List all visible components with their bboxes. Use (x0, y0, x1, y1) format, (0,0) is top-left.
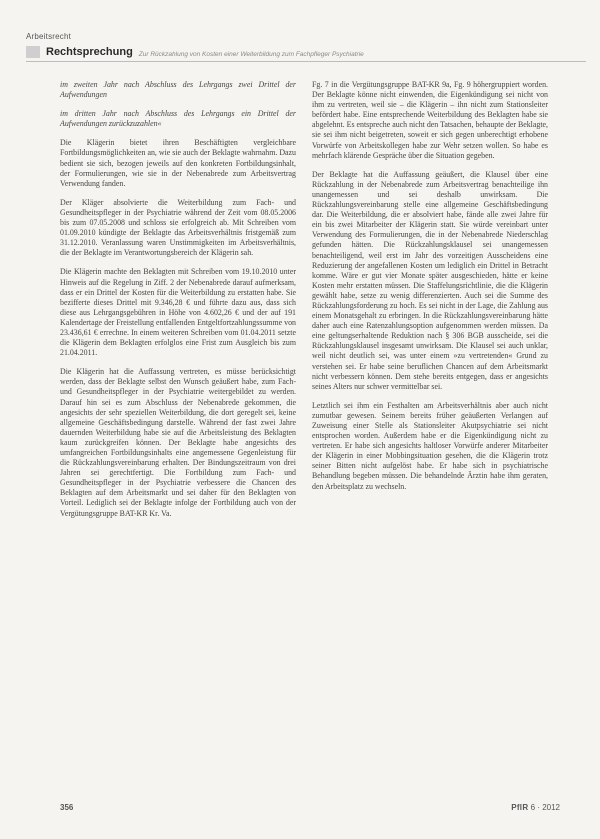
left-paragraph-6: Die Klägerin hat die Auffassung vertreten, es müsse berücksichtigt werden, dass der Beklagte selbst den Wunsch geäußert habe, zum Fach- und Gesundheitspfleger in der Psychiatrie weitergebildet zu werden. Darauf hin sei es zum Abschluss der Nebenabrede gekommen, die angesichts der sehr speziellen Weiterbildung, die dort geregelt sei, keine allgemeine Geschäftsbedingung darstelle. Während der fast zwei Jahre dauernden Weiterbildung habe sie auf die Arbeitsleistung des Beklagten kaum zurückgreifen können. Der Beklagte habe angesichts des umfangreichen Fortbildungsinhalts eine angemessene Gegenleistung für die Rückzahlungsvereinbarung erhalten. Der Bindungszeitraum von drei Jahren sei gerechtfertigt. Die Fortbildung zum Fach- und Gesundheitspfleger in der Psychiatrie verbessere die Chancen des Beklagten auf dem Arbeitsmarkt und sei daher für den Beklagten von Vorteil. Lediglich sei der Beklagte infolge der Fortbildung auch von der Vergütungsgruppe BAT-KR Kr. Va. (60, 367, 296, 518)
header-title: Rechtsprechung (46, 46, 133, 58)
left-paragraph-4: Der Kläger absolvierte die Weiterbildung zum Fach- und Gesundheitspfleger in der Psychiatrie während der Zeit vom 08.05.2006 bis zum 07.05.2008 und schloss sie erfolgreich ab. Mit Schreiben vom 01.09.2010 kündigte der Beklagte das Arbeitsverhältnis fristgemäß zum 31.12.2010. Veranlassung waren Unstimmigkeiten im Arbeitsverhältnis, die der Beklagte im Verantwortungsbereich der Klägerin sah. (60, 197, 296, 258)
header-subtitle: Zur Rückzahlung von Kosten einer Weiterbildung zum Fachpfleger Psychiatrie (138, 51, 364, 58)
right-paragraph-1: Fg. 7 in die Vergütungsgruppe BAT-KR 9a, Fg. 9 höhergruppiert worden. Der Beklagte könne nicht einwenden, die Eigenkündigung sei nicht von ihm zu vertreten, weil sie – die Klägerin – ihn nicht zum Stationsleiter befördert habe. Eine entsprechende Weiterbildung des Beklagten habe sie abgelehnt. Es entspreche auch nicht den Tatsachen, behaupte der Beklagte, sie sei ihm nicht beigetreten, soweit er sich gegen unberechtigt erhobene Vorwürfe von Arbeitskollegen habe zur Wehr setzen wollen. So habe es mehrfach klärende Gespräche über die Situation gegeben. (312, 80, 548, 160)
page-number: 356 (60, 803, 74, 812)
section-label: Arbeitsrecht (26, 32, 72, 41)
left-paragraph-2: im dritten Jahr nach Abschluss des Lehrgangs ein Drittel der Aufwendungen zurückzuzahlen« (60, 109, 296, 129)
page-footer (60, 803, 560, 815)
right-paragraph-2: Der Beklagte hat die Auffassung geäußert, die Klausel über eine Rückzahlung in der Nebenabrede zum Arbeitsvertrag benachteilige ihn unangemessen und sei deshalb unwirksam. Die Rückzahlungsvereinbarung stelle eine allgemeine Geschäftsbedingung dar. Die Weiterbildung, die er absolviert habe, fände alle zwei Jahre für ein bis zwei Mitarbeiter der Klägerin statt. Sie würde vereinbart unter Verwendung des Formulierungen, die in der Nebenabrede Niederschlag gefunden hätten. Die Rückzahlungsklausel sei unangemessen benachteiligend, weil erst im Jahr des vorzeitigen Ausscheidens eine Reduzierung der angefallenen Kosten um lediglich ein Drittel in Betracht komme. Wäre er gut vier Monate später ausgeschieden, hätte er keine Kosten mehr erstatten müssen. Die Staffelungsrichtlinie, die die Klägerin gewählt habe, setze zu wenig differenzierten. Auch sei die Summe des Rückzahlungsforderung zu hoch. Es sei nicht in der Lage, die Zahlung aus einem Monatsgehalt zu erbringen. In die Rückzahlungsvereinbarung hätte daher auch eine Ratenzahlungsoption aufgenommen werden müssen. Da eine geltungserhaltende Reduktion nach § 306 BGB ausscheide, sei die Rückzahlungsklausel insgesamt unwirksam. Die Klausel sei auch unklar, weil nicht deutlich sei, was unter einem »zu vertretenden« Grund zu verstehen sei. Er habe seine beruflichen Chancen auf dem Arbeitsmarkt nicht verbessern können. Dem stehe bereits entgegen, dass er angesichts seines Alters nur schwer vermittelbar sei. (312, 169, 548, 391)
left-paragraph-3: Die Klägerin bietet ihren Beschäftigten vergleichbare Fortbildungsmöglichkeiten an, wie sie auch der Beklagte wahrnahm. Dazu bedient sie sich, bezogen jeweils auf den konkreten Fortbildungsinhalt, der Formulierungen, wie sie in der Nebenabrede zum Arbeitsvertrag Verwendung fanden. (60, 138, 296, 188)
right-paragraph-3: Letztlich sei ihm ein Festhalten am Arbeitsverhältnis aber auch nicht zumutbar gewesen. Seinem bereits früher geäußerten Verlangen auf Zuweisung einer Stelle als Stationsleiter Akutpsychiatrie sei nicht entsprochen worden. Außerdem habe er die Eigenkündigung nicht zu vertreten. Er habe sich angesichts haltloser Vorwürfe anderer Mitarbeiter der Klägerin in einer Mobbingsituation gesehen, die die Klägerin trotz seiner Bitten nicht aufgelöst habe. Er habe sich in psychiatrische Behandlung begeben müssen. Die behandelnde Ärztin habe ihm geraten, den Arbeitsplatz zu wechseln. (312, 400, 548, 491)
header-marker (26, 46, 40, 58)
left-paragraph-5: Die Klägerin machte den Beklagten mit Schreiben vom 19.10.2010 unter Hinweis auf die Regelung in Ziff. 2 der Nebenabrede darauf aufmerksam, dass er ein Drittel der Kosten für die Weiterbildung zu erstatten habe. Sie bezifferte dieses Drittel mit 9.346,28 € und führte dazu aus, dass sich diese aus Lehrgangsgebühren in Höhe von 4.602,26 € und der auf 191 Kalendertage der Freistellung entfallenden Entgeltfortzahlungssumme von 23.436,61 € errechne. In einem weiteren Schreiben vom 01.04.2011 setzte die Klägerin dem Beklagten erfolglos eine Frist zum Ausgleich bis zum 21.04.2011. (60, 267, 296, 358)
journal-name: PflR (511, 803, 529, 812)
journal-issue (511, 803, 560, 812)
left-paragraph-1: im zweiten Jahr nach Abschluss des Lehrgangs zwei Drittel der Aufwendungen (60, 80, 296, 100)
issue-number: 6 · 2012 (530, 803, 560, 812)
left-column (60, 80, 296, 528)
right-column (312, 80, 548, 501)
header-bar (26, 40, 586, 62)
